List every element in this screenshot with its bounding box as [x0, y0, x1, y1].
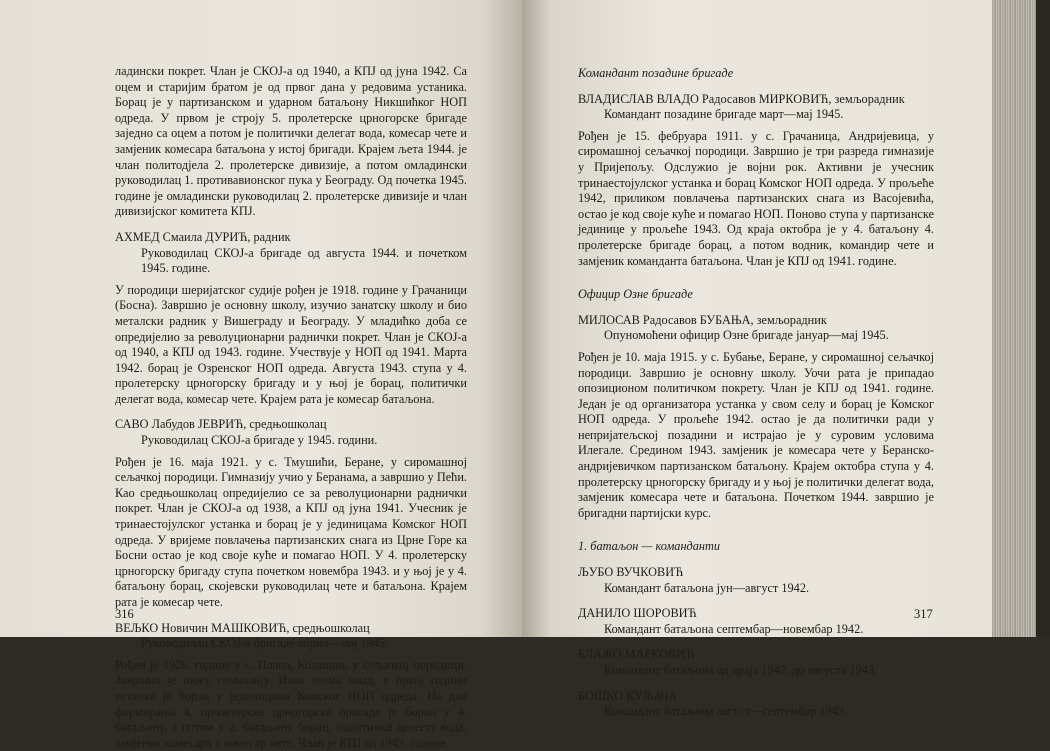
- entry-role: Руководилац СКОЈ-а бригаде у 1945. години.: [141, 433, 378, 448]
- page-number: 316: [115, 607, 134, 621]
- commander-entry: [578, 689, 934, 720]
- entry-name: ЉУБО ВУЧКОВИЋ: [578, 565, 684, 580]
- entry-name: ВЛАДИСЛАВ ВЛАДО Радосавов МИРКОВИЋ, земљорадник: [578, 91, 905, 106]
- entry-name: МИЛОСАВ Радосавов БУБАЊА, земљорадник: [578, 312, 827, 327]
- biography-entry: [115, 621, 467, 751]
- commander-entry: [578, 565, 934, 596]
- entry-role: Командант батаљона септембар—новембар 1942.: [604, 621, 864, 636]
- commander-entry: [578, 647, 934, 678]
- entry-biography: Рођен је 15. фебруара 1911. у с. Грачаница, Андријевица, у сиромашној сељачкој породици. Завршио је три разреда гимназије у Пријепољу. Одслужио је војни рок. Активни је учесник тринаестојулског устанка и борац Комског НОП одреда. У прољеће 1942, приликом повлачења партизанских снага из Васојевића, остао је код своје куће и помагао НОП. Поново ступа у партизанске јединице у прољеће 1943. Од краја октобра је у 4. батаљону 4. пролетерске бригаде борац, а потом водник, командир чете и замјеник команданта батаљона. Члан је КПЈ од 1941. године.: [578, 128, 934, 268]
- left-text-column: [115, 64, 467, 751]
- section-title: Командант позадине бригаде: [578, 66, 734, 80]
- biography-entry: [115, 417, 467, 610]
- right-page: [522, 0, 992, 719]
- biography-entry: [578, 313, 934, 522]
- entry-name: БОШКО КУЉАЧА: [578, 688, 678, 703]
- entry-name: ДАНИЛО ШОРОВИЋ: [578, 606, 697, 621]
- book-fore-edge: [992, 0, 1050, 637]
- entry-biography: У породици шеријатског судије рођен је 1918. године у Грачаници (Босна). Завршио је основну школу, изучио занатску школу и био металски радник у Вишеграду и Београду. У младићко доба се опредијелио за револуционарни раднички покрет. Члан је СКОЈ-а од 1940, а КПЈ од 1943. године. Учествује у НОП од 1941. Марта 1942. борац је Озренског НОП одреда. Августа 1943. ступа у 4. пролетерску црногорску бригаду и у њој је борац, политички делегат вода, комесар чете. Крајем рата је комесар батаљона.: [115, 282, 467, 406]
- entry-biography: Рођен је 1926. године у с. Плана, Колашин, у сељачкој породици. Завршио је нижу гимназију. Иако веома млад, у првој години устанка је борац у јединицама Комског НОП одреда. На дан формирања 4. пролетерске црногорске бригаде је борац у 4. батаљону, а потом у 2. батаљону борац, политички делегат вода, замјеник комесара и комесар чете. Члан је КПЈ од 1943. године.: [115, 657, 467, 750]
- background-edge: [1036, 0, 1050, 637]
- entry-role: Командант батаљона јун—август 1942.: [604, 580, 810, 595]
- entry-role: Руководилац СКОЈ-а бригаде од августа 1944. и почетком 1945. године.: [141, 245, 467, 276]
- entry-role: Командант позадине бригаде март—мај 1945.: [604, 107, 844, 122]
- entry-biography: Рођен је 10. маја 1915. у с. Бубање, Беране, у сиромашној сељачкој породици. Завршио је основну школу. Уочи рата је припадао опозиционом политичком покрету. Члан је КПЈ од 1941. године. Један је од организатора устанка у свом селу и борац је Комског НОП одреда. У прољеће 1942. остао је да политички ради у непријатељској позадини и истрајао је у суровим условима Илегале. Средином 1943. замјеник је комесара чете у Беранско-андријевичком партизанском батаљону. Крајем октобра ступа у 4. пролетерску црногорску бригаду и у њој је политички делегат вода, замјеник комесара чете и батаљона. Почетком 1944. завршио је бригадни партијски курс.: [578, 349, 934, 520]
- left-page: [0, 0, 522, 750]
- entry-biography: Рођен је 16. маја 1921. у с. Тмушићи, Беране, у сиромашној сељачкој породици. Гимназију учио у Беранама, а завршио у Пећи. Као средњошколац опредијелио се за револуционарни раднички покрет. Члан је СКОЈ-а од 1938, а КПЈ од јуна 1941. Учесник је тринаестојулског устанка и борац је у јединицама Комског НОП одреда. У вријеме повлачења партизанских снага из Црне Горе ка Босни остао је код своје куће и помагао НОП. У 4. пролетерску црногорску бригаду ступа почетком новембра 1943. и у њој је у 4. батаљону борац, скојевски руководилац чете и батаљона. Крајем рата је комесар чете.: [115, 454, 467, 609]
- biography-entry: [115, 230, 467, 408]
- right-text-column: [578, 66, 934, 726]
- entry-name: БЛАЖО МАРКОВИЋ: [578, 647, 695, 662]
- entry-role: Командант батаљона од краја 1942. до августа 1943.: [604, 663, 878, 677]
- entry-name: АХМЕД Смаила ДУРИЋ, радник: [115, 229, 291, 244]
- section-title: 1. батаљон — команданти: [578, 539, 721, 554]
- biography-entry: [578, 92, 934, 270]
- section-title: Официр Озне бригаде: [578, 287, 693, 302]
- entry-role: Руководилац СКОЈ-а бригаде април—мај 1945.: [141, 636, 389, 651]
- entry-role: Командант батаљона август—септембар 1943.: [604, 704, 848, 719]
- entry-name: САВО Лабудов ЈЕВРИЋ, средњошколац: [115, 417, 327, 432]
- continued-biography: ладински покрет. Члан је СКОЈ-а од 1940, а КПЈ од јуна 1942. Са оцем и старијим братом је од првог дана у редовима устаника. Борац је у партизанском и ударном батаљону Никшићког НОП одреда. У првом је строју 5. пролетерске црногорске бригаде заједно са оцем а потом је политички делегат вода, комесар чете и замјеник комесара батаљона у истој бригади. Крајем љета 1944. је члан политодјела 2. пролетерске дивизије, а потом омладински руководилац 1. противавионског пука у Београду. Од почетка 1945. године је омладински руководилац 2. пролетерске дивизије и члан дивизијског комитета КПЈ.: [115, 64, 467, 219]
- page-number: 317: [914, 607, 933, 621]
- entry-name: ВЕЉКО Новичин МАШКОВИЋ, средњошколац: [115, 620, 370, 635]
- entry-role: Опуномоћени официр Озне бригаде јануар—мај 1945.: [604, 328, 889, 343]
- commander-entry: [578, 606, 934, 637]
